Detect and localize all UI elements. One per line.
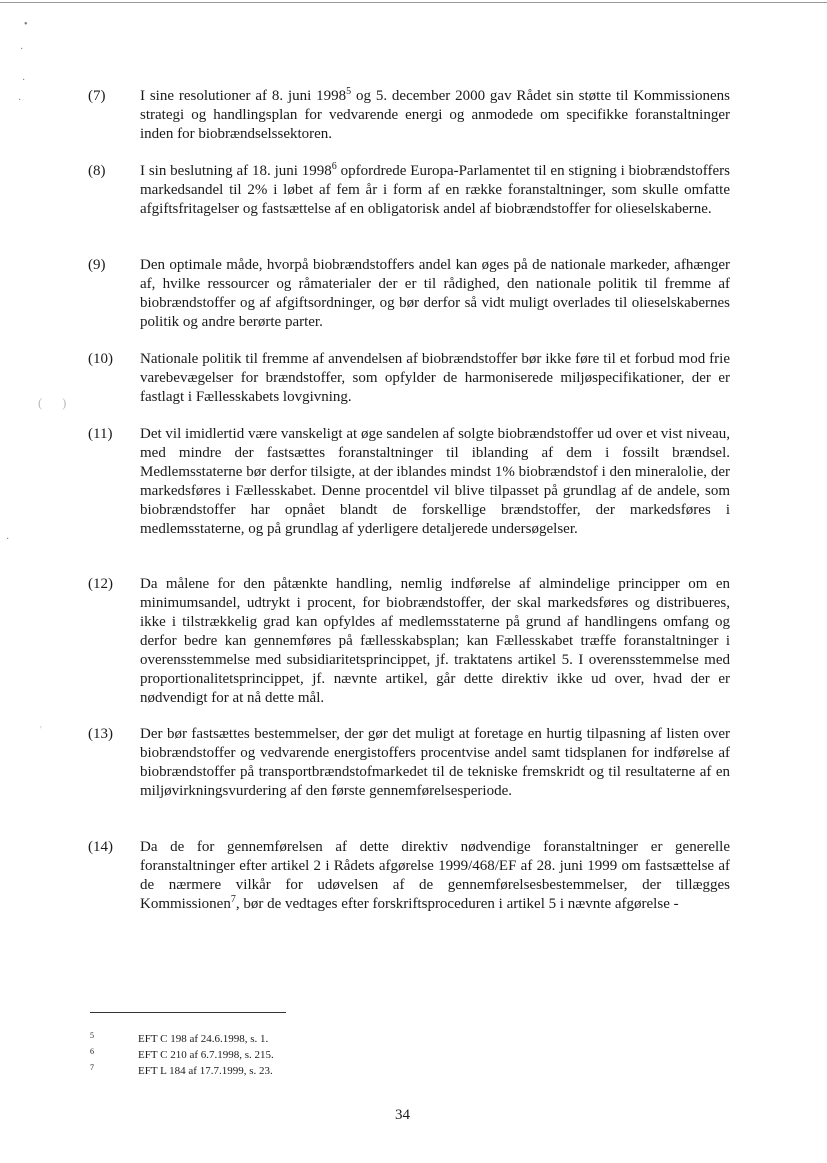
recital-number: (14): [88, 839, 113, 855]
scan-speck: ·: [20, 44, 24, 55]
recital-8: [88, 162, 730, 219]
recital-number: (9): [88, 257, 106, 273]
scan-speck: ·: [6, 534, 10, 545]
scan-speck: •: [24, 19, 28, 30]
footnote-ref: 5: [346, 86, 352, 97]
recital-number: (13): [88, 726, 113, 742]
recital-text: Den optimale måde, hvorpå biobrændstoffers andel kan øges på de nationale markeder, afhænger af, hvilke ressourcer og råmaterialer der er til rådighed, den nationale politik til fremme af biobrændstoffer og af afgiftsordninger, og bør derfor så vidt muligt overlades til olieselskabernes politik og andre berørte parter.: [140, 257, 730, 330]
recital-text: Nationale politik til fremme af anvendelsen af biobrændstoffer bør ikke føre til et forbud mod frie varebevægelser for brændstoffer, som opfylder de harmoniserede miljøspecifikationer, der er fastlagt i Fællesskabets lovgivning.: [140, 351, 730, 405]
recital-text: I sine resolutioner af 8. juni 1998$^5$ og 5. december 2000 gav Rådet sin støtte til Kommissionens strategi og handlingsplan for vedvarende energi og anmodede om specifikke foranstaltninger inden for biobrændselssektoren.: [140, 86, 730, 142]
recital-text: Da målene for den påtænkte handling, nemlig indførelse af almindelige principper om en minimumsandel, udtrykt i procent, for biobrændstoffer, der skal markedsføres og distribueres, ikke i tilstrækkelig grad kan opfyldes af medlemsstaterne på grund af handlingens omfang og derfor bedre kan gennemføres på fællesskabsplan; kan Fællesskabet træffe foranstaltninger i overensstemmelse med subsidiaritetsprincippet, jf. traktatens artikel 5. I overensstemmelse med proportionalitetsprincippet, jf. nævnte artikel, går dette direktiv ikke ud over, hvad der er nødvendigt for at nå dette mål.: [140, 576, 730, 706]
recital-12: [88, 575, 730, 708]
footnote-5: [90, 1032, 268, 1046]
recital-13: [88, 725, 730, 801]
footnote-ref: 6: [331, 161, 337, 172]
recital-number: (12): [88, 576, 113, 592]
recital-number: (10): [88, 351, 113, 367]
scan-speck: ): [62, 395, 67, 410]
footnote-mark: 5: [90, 1031, 94, 1040]
recital-11: [88, 425, 730, 539]
footnote-7: [90, 1064, 273, 1078]
scan-speck: (: [38, 395, 43, 410]
scan-top-edge: [0, 2, 827, 3]
scan-speck: ·: [18, 95, 22, 106]
footnote-mark: 6: [90, 1047, 94, 1056]
recital-text: I sin beslutning af 18. juni 1998$^6$ opfordrede Europa-Parlamentet til en stigning i biobrændstoffers markedsandel til 2% i løbet af fem år i form af en række foranstaltninger, som skulle omfatte afgiftsfritagelser og fastsættelse af en obligatorisk andel af biobrændstoffer for olieselskaberne.: [140, 161, 730, 217]
footnote-text: EFT L 184 af 17.7.1999, s. 23.: [138, 1065, 273, 1077]
recital-text: Det vil imidlertid være vanskeligt at øge sandelen af solgte biobrændstoffer ud over et vist niveau, med mindre der fastsættes foranstaltninger til iblanding af dem i fossilt brændsel. Medlemsstaterne bør derfor tilsigte, at der iblandes mindst 1% biobrændstof i den mineralolie, der markedsføres i Fællesskabet. Denne procentdel vil blive tilpasset på grundlag af de andele, som biobrændstoffer har opnået blandt de forskellige brændstoffer, der markedsføres i medlemsstaterne, og på grundlag af yderligere detaljerede undersøgelser.: [140, 426, 730, 537]
recital-14: [88, 838, 730, 914]
footnote-ref: 7: [230, 894, 236, 905]
scan-speck: ·: [22, 75, 26, 86]
recital-9: [88, 256, 730, 332]
recital-7: [88, 87, 730, 144]
scan-speck: ': [40, 725, 42, 736]
footnote-mark: 7: [90, 1063, 94, 1072]
footnote-text: EFT C 210 af 6.7.1998, s. 215.: [138, 1049, 274, 1061]
recital-number: (7): [88, 88, 106, 104]
footnote-separator: [90, 1012, 286, 1013]
footnote-6: [90, 1048, 274, 1062]
page-number: 34: [395, 1107, 410, 1123]
recital-number: (11): [88, 426, 113, 442]
recital-number: (8): [88, 163, 106, 179]
recital-text: Da de for gennemførelsen af dette direktiv nødvendige foranstaltninger er generelle foranstaltninger efter artikel 2 i Rådets afgørelse 1999/468/EF af 28. juni 1999 om fastsættelse af de nærmere vilkår for udøvelsen af de gennemførelsesbestemmelser, der tillægges Kommissionen$^7$, bør de vedtages efter forskriftsproceduren i artikel 5 i nævnte afgørelse -: [140, 839, 730, 912]
recital-text: Der bør fastsættes bestemmelser, der gør det muligt at foretage en hurtig tilpasning af listen over biobrændstoffer og vedvarende energistoffers procentvise andel samt tidsplanen for indførelse af biobrændstoffer på transportbrændstofmarkedet til de tekniske fremskridt og til resultaterne af en miljøvirkningsvurdering af den første gennemførelsesperiode.: [140, 726, 730, 799]
recital-10: [88, 350, 730, 407]
footnote-text: EFT C 198 af 24.6.1998, s. 1.: [138, 1033, 269, 1045]
